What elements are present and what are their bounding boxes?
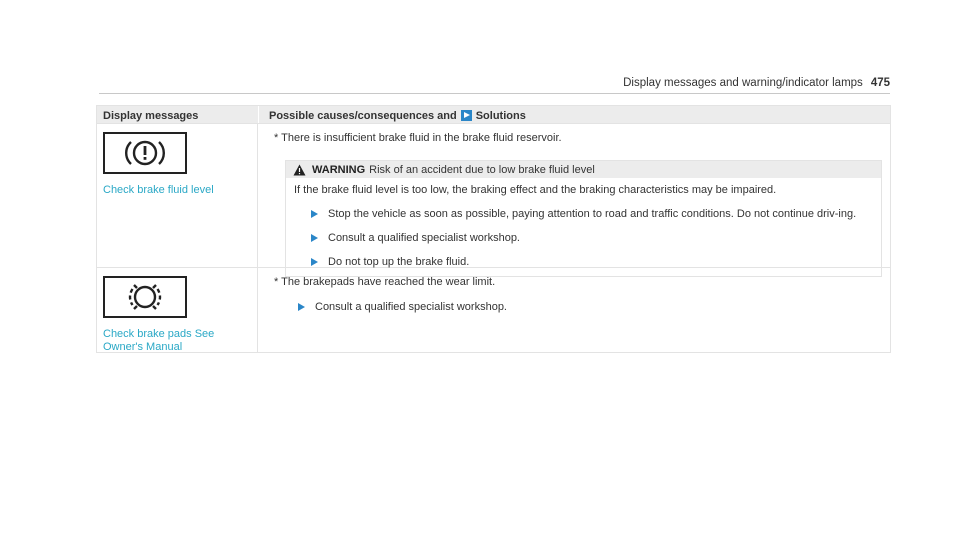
table-row	[97, 267, 890, 352]
step-arrow-icon	[298, 303, 305, 311]
display-messages-table	[96, 105, 891, 353]
display-message-text: Check brake fluid level	[103, 184, 214, 196]
display-message-cell	[97, 124, 258, 267]
col-header-solutions-label: Solutions	[475, 109, 526, 122]
list-item	[294, 232, 873, 245]
col-header-causes-solutions	[258, 106, 890, 123]
warning-title: Risk of an accident due to low brake fluid level	[369, 163, 595, 176]
warning-header	[286, 161, 881, 178]
cause-solution-cell	[258, 268, 890, 352]
table-row	[97, 123, 890, 267]
col-header-display-messages: Display messages	[103, 109, 199, 122]
warning-triangle-icon	[293, 164, 306, 176]
solutions-arrow-icon	[461, 110, 472, 121]
brake-pad-wear-icon	[103, 276, 187, 318]
brake-fluid-warning-icon	[103, 132, 187, 174]
step-arrow-icon	[311, 234, 318, 242]
page-number: 475	[870, 77, 890, 89]
step-text: Stop the vehicle as soon as possible, paying attention to road and traffic conditions. Do not continue driv-ing.	[328, 208, 857, 220]
list-item	[294, 208, 873, 221]
cause-text: * The brakepads have reached the wear limit.	[274, 276, 496, 288]
cause-solution-cell	[258, 124, 890, 267]
display-message-text: Check brake pads See Owner's Manual	[103, 328, 215, 353]
warning-label: WARNING	[312, 163, 366, 176]
step-text: Consult a qualified specialist workshop.	[328, 232, 520, 244]
step-arrow-icon	[311, 258, 318, 266]
section-title: Display messages and warning/indicator lamps	[623, 77, 863, 89]
step-text: Consult a qualified specialist workshop.	[315, 301, 507, 313]
warning-box	[285, 160, 882, 277]
list-item	[274, 301, 883, 314]
page-header	[99, 71, 890, 94]
cause-text: * There is insufficient brake fluid in the brake fluid reservoir.	[274, 132, 562, 144]
step-text: Do not top up the brake fluid.	[328, 256, 470, 268]
warning-description: If the brake fluid level is too low, the braking effect and the braking characteristics may be impaired.	[294, 184, 777, 196]
step-arrow-icon	[311, 210, 318, 218]
col-header-causes-label: Possible causes/consequences and	[269, 109, 457, 122]
table-header	[97, 106, 890, 123]
warning-body	[286, 178, 881, 276]
display-message-cell	[97, 268, 258, 352]
